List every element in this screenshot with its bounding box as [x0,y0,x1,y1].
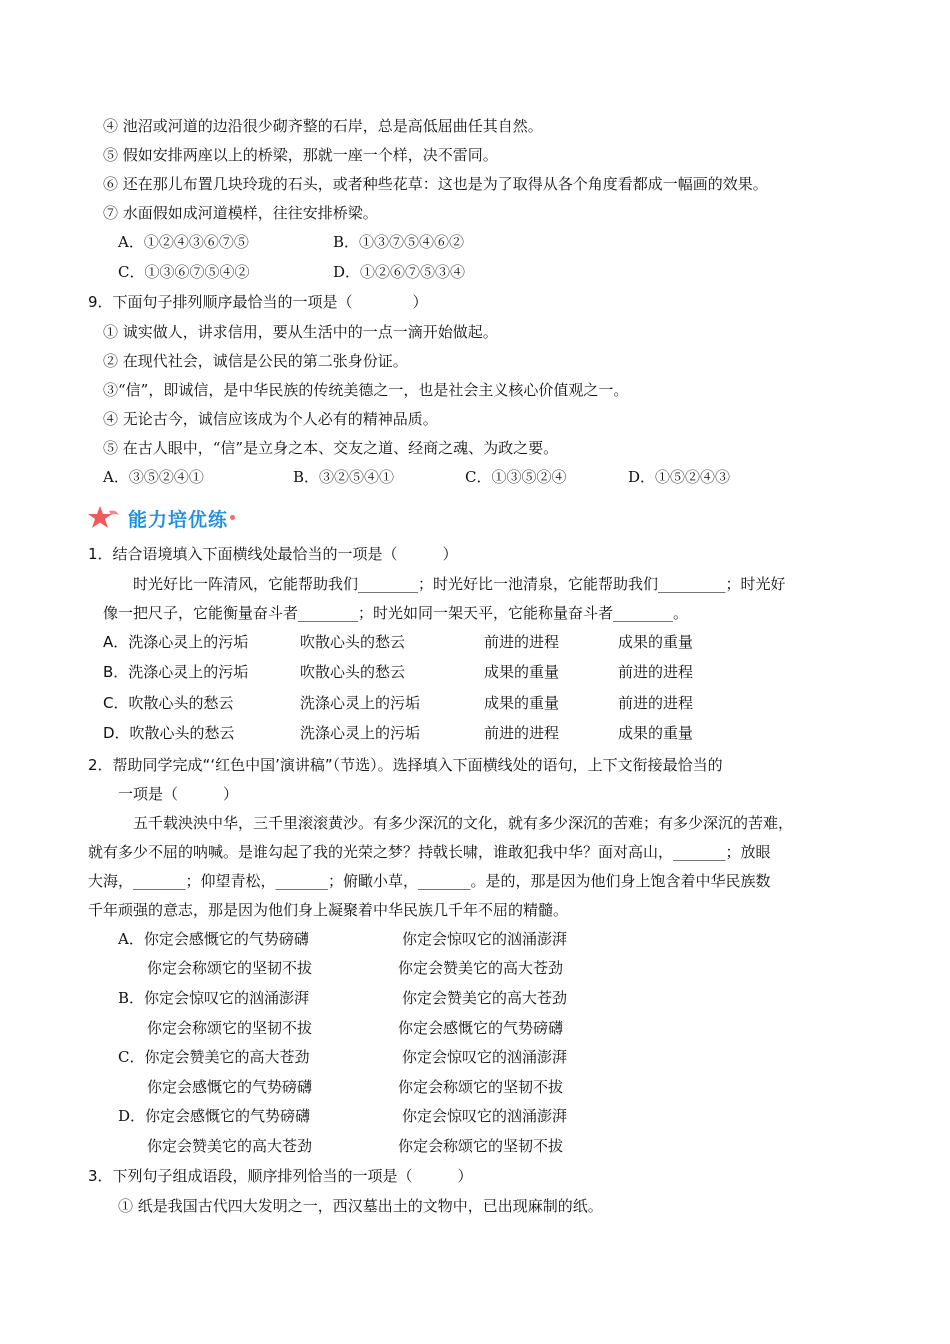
q1-option-a-3: 前进的进程 [484,633,560,651]
q1-stem: 1．结合语境填入下面横线处最恰当的一项是（ ） [88,545,458,563]
section-title: 能力培优练 [128,508,229,531]
q2-option-c-4: 你定会称颂它的坚韧不拔 [398,1078,564,1096]
prev-option-a: A．①②④③⑥⑦⑤ [118,233,249,251]
q2-option-c-1: C．你定会赞美它的高大苍劲 [118,1048,310,1066]
q2-passage-line-4: 千年顽强的意志，那是因为他们身上凝聚着中华民族几千年不屈的精髓。 [88,901,569,919]
q1-option-b-1: B．洗涤心灵上的污垢 [103,663,249,681]
q2-stem-line-1: 2．帮助同学完成“‘红色中国’演讲稿”（节选）。选择填入下面横线处的语句，上下文衔接最恰当的 [88,756,723,774]
q2-option-d-4: 你定会称颂它的坚韧不拔 [398,1137,564,1155]
q9-option-b: B．③②⑤④① [293,468,395,486]
q1-option-c-3: 成果的重量 [484,694,560,712]
prev-option-c: C．①③⑥⑦⑤④② [118,263,250,281]
q2-option-b-3: 你定会称颂它的坚韧不拔 [147,1019,313,1037]
q2-option-b-2: 你定会赞美它的高大苍劲 [402,989,568,1007]
q1-option-d-1: D．吹散心头的愁云 [103,724,235,742]
q2-passage-line-1: 五千载泱泱中华，三千里滚滚黄沙。有多少深沉的文化，就有多少深沉的苦难；有多少深沉的苦难， [103,814,794,832]
q3-stem: 3．下列句子组成语段，顺序排列恰当的一项是（ ） [88,1167,473,1185]
q1-option-c-1: C．吹散心头的愁云 [103,694,234,712]
q1-passage-line-1: 时光好比一阵清风，它能帮助我们________；时光好比一池清泉，它能帮助我们_________；时光好 [103,575,786,593]
q2-option-c-2: 你定会惊叹它的汹涌澎湃 [402,1048,568,1066]
q2-stem-line-2: 一项是（ ） [118,785,239,803]
q2-option-d-1: D．你定会感慨它的气势磅礴 [118,1107,311,1125]
title-dot-decoration [230,515,235,520]
q1-option-b-2: 吹散心头的愁云 [300,663,406,681]
q1-option-d-2: 洗涤心灵上的污垢 [300,724,421,742]
prev-item-5: ⑤ 假如安排两座以上的桥梁，那就一座一个样，决不雷同。 [103,146,498,164]
q2-option-d-3: 你定会赞美它的高大苍劲 [147,1137,313,1155]
q2-option-a-4: 你定会赞美它的高大苍劲 [398,959,564,977]
section-header [88,503,235,533]
q1-option-d-3: 前进的进程 [484,724,560,742]
q9-item-5: ⑤ 在古人眼中，“信”是立身之本、交友之道、经商之魂、为政之要。 [103,439,559,457]
q1-option-b-3: 成果的重量 [484,663,560,681]
q2-option-b-1: B．你定会惊叹它的汹涌澎湃 [118,989,310,1007]
q1-option-a-1: A．洗涤心灵上的污垢 [103,633,249,651]
q1-option-a-4: 成果的重量 [618,633,694,651]
prev-option-b: B．①③⑦⑤④⑥② [333,233,465,251]
q9-option-c: C．①③⑤②④ [465,468,567,486]
q1-option-c-2: 洗涤心灵上的污垢 [300,694,421,712]
q2-option-c-3: 你定会感慨它的气势磅礴 [147,1078,313,1096]
q9-item-4: ④ 无论古今，诚信应该成为个人必有的精神品质。 [103,410,438,428]
q3-item-1: ① 纸是我国古代四大发明之一，西汉墓出土的文物中，已出现麻制的纸。 [118,1197,603,1215]
star-icon [88,505,122,531]
prev-item-4: ④ 池沼或河道的边沿很少砌齐整的石岸，总是高低屈曲任其自然。 [103,117,543,135]
q1-passage-line-2: 像一把尺子，它能衡量奋斗者________；时光如同一架天平，它能称量奋斗者________。 [103,604,689,622]
q1-option-d-4: 成果的重量 [618,724,694,742]
q9-option-d: D．①⑤②④③ [628,468,731,486]
q9-item-2: ② 在现代社会，诚信是公民的第二张身份证。 [103,352,408,370]
q9-item-3: ③“信”，即诚信，是中华民族的传统美德之一，也是社会主义核心价值观之一。 [103,381,629,399]
q9-item-1: ① 诚实做人，讲求信用，要从生活中的一点一滴开始做起。 [103,323,498,341]
q1-option-c-4: 前进的进程 [618,694,694,712]
q2-option-a-3: 你定会称颂它的坚韧不拔 [147,959,313,977]
q1-option-a-2: 吹散心头的愁云 [300,633,406,651]
q2-option-a-2: 你定会惊叹它的汹涌澎湃 [402,930,568,948]
prev-item-7: ⑦ 水面假如成河道模样，往往安排桥梁。 [103,204,378,222]
q2-option-a-1: A．你定会感慨它的气势磅礴 [118,930,309,948]
prev-option-d: D．①②⑥⑦⑤③④ [333,263,466,281]
q2-passage-line-3: 大海，_______；仰望青松，_______；俯瞰小草，_______。是的，那是因为他们身上饱含着中华民族数 [88,872,771,890]
q9-option-a: A．③⑤②④① [103,468,204,486]
q2-option-b-4: 你定会感慨它的气势磅礴 [398,1019,564,1037]
prev-item-6: ⑥ 还在那儿布置几块玲珑的石头，或者种些花草：这也是为了取得从各个角度看都成一幅画的效果。 [103,175,768,193]
q2-option-d-2: 你定会惊叹它的汹涌澎湃 [402,1107,568,1125]
q2-passage-line-2: 就有多少不屈的呐喊。是谁勾起了我的光荣之梦？持戟长啸，谁敢犯我中华？面对高山，_______；放眼 [88,843,771,861]
q9-stem: 9．下面句子排列顺序最恰当的一项是（ ） [88,293,428,311]
q1-option-b-4: 前进的进程 [618,663,694,681]
